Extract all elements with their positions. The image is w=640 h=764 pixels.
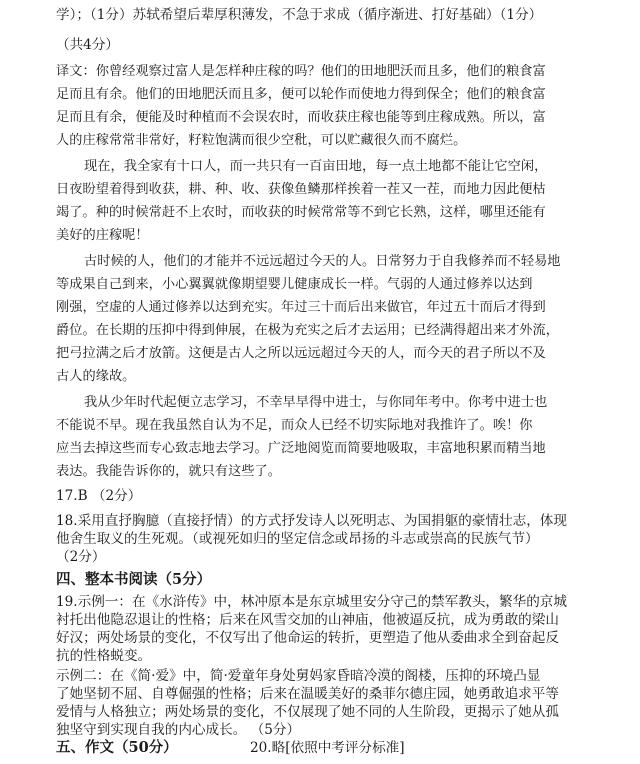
answer-19-line: 抗的性格蜕变。 xyxy=(56,648,152,664)
translation-line: 不能说不早。现在我虽然自认为不足，而众人已经不切实际地对我推许了。唉！你 xyxy=(56,418,533,433)
translation-line: 译文：你曾经观察过富人是怎样种庄稼的吗？他们的田地肥沃而且多，他们的粮食富 xyxy=(56,64,546,79)
answer-19-line: 好汉；两处场景的变化，不仅写出了他命运的转折，更塑造了他从委曲求全到奋起反 xyxy=(56,630,559,646)
answer-18-line: （2分） xyxy=(56,549,106,565)
translation-line: 美好的庄稼呢！ xyxy=(56,228,149,243)
answer-line: 学）；（1分）苏轼希望后辈厚积薄发，不急于求成（循序渐进、打好基础）（1分） xyxy=(56,7,543,23)
translation-line: 我从少年时代起便立志学习，不幸早早得中进士，与你同年考中。你考中进士也 xyxy=(84,395,548,410)
translation-line: 古时候的人，他们的才能并不远远超过今天的人。日常努力于自我修养而不轻易地 xyxy=(84,254,561,269)
answer-17: 17.B （2分） xyxy=(56,488,142,504)
translation-line: 爵位。在长期的压抑中得到伸展，在极为充实之后才去运用；已经满得超出来才外流， xyxy=(56,323,560,338)
translation-line: 日夜盼望着得到收获，耕、种、收、获像鱼鳞那样挨着一茬又一茬，而地力因此便枯 xyxy=(56,182,546,197)
translation-line: 刚强，空虚的人通过修养以达到充实。年过三十而后出来做官，年过五十而后才得到 xyxy=(56,300,546,315)
answer-19-line: 19.示例一：在《水浒传》中，林冲原本是东京城里安分守己的禁军教头，繁华的京城 xyxy=(56,594,567,610)
translation-line: 足而且有余。他们的田地肥沃而且多，便可以轮作而使地力得到保全；他们的粮食富 xyxy=(56,87,546,102)
section-heading: 五、作文（50分） xyxy=(56,739,178,756)
answer-19-example2: 爱情与人格独立；两处场景的变化，不仅展现了她不同的人生阶段，更揭示了她从孤 xyxy=(56,704,559,720)
answer-19-example2: 示例二：在《简·爱》中，简·爱童年身处舅妈家昏暗冷漠的阁楼，压抑的环境凸显 xyxy=(56,668,541,684)
answer-19-example2: 了她坚韧不屈、自尊倔强的性格；后来在温暖美好的桑菲尔德庄园，她勇敢追求平等 xyxy=(56,686,559,702)
translation-line: 等成果自己到来，小心翼翼就像期望婴儿健康成长一样。气弱的人通过修养以达到 xyxy=(56,277,533,292)
translation-line: 把弓拉满之后才放箭。这便是古人之所以远远超过今天的人，而今天的君子所以不及 xyxy=(56,346,546,361)
answer-19-example2: 独坚守到实现自我的内心成长。 （5分） xyxy=(56,722,301,738)
translation-line: 古人的缘故。 xyxy=(56,369,136,384)
answer-19-line: 衬托出他隐忍退让的性格；后来在风雪交加的山神庙，他被逼反抗，成为勇敢的梁山 xyxy=(56,612,559,628)
translation-line: 表达。我能告诉你的，就只有这些了。 xyxy=(56,464,282,479)
section-heading: 四、整本书阅读（5分） xyxy=(56,571,212,588)
answer-20: 20.略[依照中考评分标准] xyxy=(250,740,405,756)
translation-line: 应当去掉这些而专心致志地去学习。广泛地阅览而简要地吸取，丰富地积累而精当地 xyxy=(56,441,546,456)
answer-18-line: 他舍生取义的生死观。（或视死如归的坚定信念或昂扬的斗志或崇高的民族气节） xyxy=(56,531,539,547)
translation-line: 人的庄稼常常非常好，籽粒饱满而很少空秕，可以贮藏很久而不腐烂。 xyxy=(56,133,467,148)
translation-line: 现在，我全家有十口人，而一共只有一百亩田地，每一点土地都不能让它空闲， xyxy=(84,159,548,174)
answer-line: （共4分） xyxy=(56,37,120,53)
answer-18-line: 18.采用直抒胸臆（直接抒情）的方式抒发诗人以死明志、为国捐躯的豪情壮志，体现 xyxy=(56,513,567,529)
translation-line: 竭了。种的时候常赶不上农时，而收获的时候常常等不到它长熟，这样，哪里还能有 xyxy=(56,205,546,220)
translation-line: 足而且有余，便能及时种植而不会误农时，而收获庄稼也能等到庄稼成熟。所以，富 xyxy=(56,110,546,125)
